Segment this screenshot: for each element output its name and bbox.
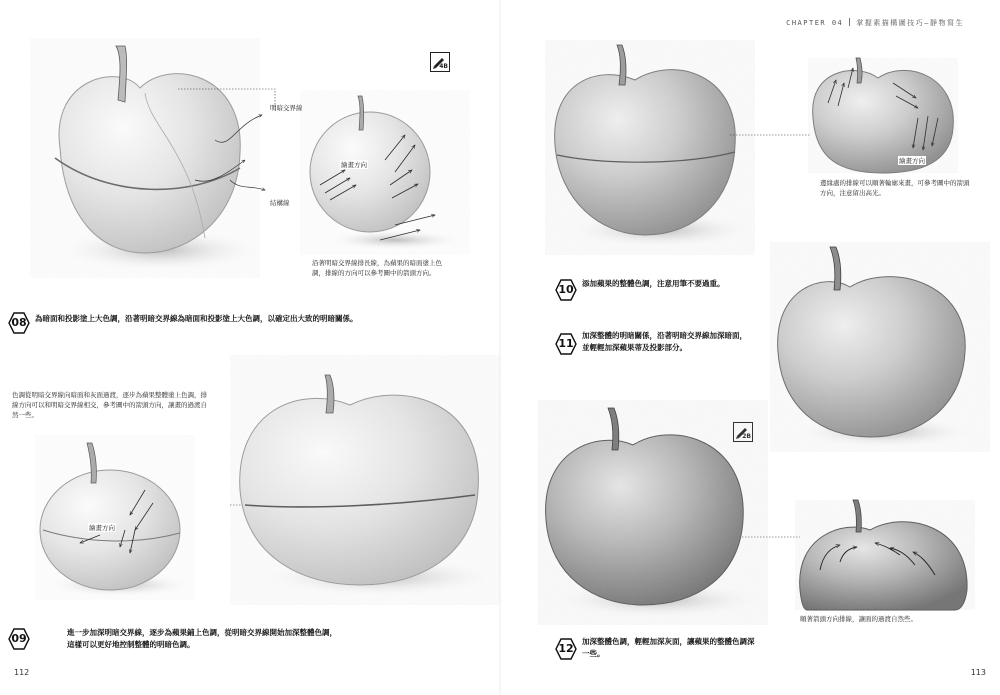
pencil-4b-icon: 4B (430, 52, 450, 72)
step-text-09-line-2: 這樣可以更好地控制整體的明暗色調。 (67, 640, 195, 649)
page-number-right: 113 (970, 668, 986, 677)
step-text-12-line-1: 加深整體色調，輕輕加深灰面，讓蘋果的整體色調深 (582, 637, 755, 646)
caption-09: 色調從明暗交界線向暗面和灰面過渡，逐步為蘋果整體塗上色調，排線方向可以和明暗交界線相交，參考圖中的箭頭方向，讓畫的過渡自然一些。 (12, 391, 207, 419)
caption-12: 順著箭頭方向排線，讓面的過渡自然些。 (800, 615, 917, 623)
chapter-title: 掌握素描構圖技巧—靜物寫生 (856, 19, 964, 27)
right-page (500, 0, 1000, 695)
step-number-12: 12 (555, 638, 577, 660)
step-text-12-line-2: 一些。 (582, 649, 605, 658)
step-number-11: 11 (555, 333, 577, 355)
label-direction-08: 繪畫方向 (341, 161, 367, 169)
apple-sketch-11 (770, 242, 990, 452)
step-text-12 (582, 636, 802, 660)
step-text-10: 添加蘋果的整體色調，注意用筆不要過重。 (582, 279, 725, 288)
step-number-09: 09 (8, 628, 30, 650)
label-terminator-line: 明暗交界線 (270, 104, 303, 112)
apple-sketch-12 (538, 400, 768, 625)
page-number-left: 112 (14, 668, 30, 677)
label-structure-line: 結構線 (270, 199, 290, 207)
apple-detail-12 (795, 500, 975, 610)
label-direction-09: 繪畫方向 (89, 524, 115, 532)
step-text-09-line-1: 進一步加深明暗交界線，逐步為蘋果鋪上色調，從明暗交界線開始加深整體色調， (67, 628, 337, 637)
step-text-11-line-1: 加深整體的明暗關係，沿著明暗交界線加深暗面， (582, 331, 747, 340)
chapter-label: CHAPTER 04 (786, 19, 844, 27)
apple-detail-09 (35, 435, 195, 600)
step-number-08: 08 (8, 312, 30, 334)
apple-detail-08 (300, 90, 470, 255)
step-text-11 (582, 330, 802, 354)
apple-sketch-09 (230, 355, 500, 605)
step-text-11-line-2: 並輕輕加深蘋果蒂及投影部分。 (582, 343, 687, 352)
pencil-2b-icon: 2B (733, 422, 753, 442)
step-number-10: 10 (555, 279, 577, 301)
label-direction-10: 繪畫方向 (899, 157, 925, 165)
apple-detail-10 (808, 58, 958, 173)
step-text-09 (67, 627, 487, 651)
step-text-08: 為暗面和投影塗上大色調，沿著明暗交界線為暗面和投影塗上大色調，以確定出大致的明暗關係。 (35, 314, 358, 323)
caption-08: 沿著明暗交界線排長線，為蘋果的暗面塗上色調，排線的方向可以參考圖中的箭頭方向。 (312, 259, 442, 277)
caption-10: 邊緣處的排線可以順著輪廓來畫，可參考圖中的箭頭方向，注意留出高光。 (820, 179, 970, 197)
